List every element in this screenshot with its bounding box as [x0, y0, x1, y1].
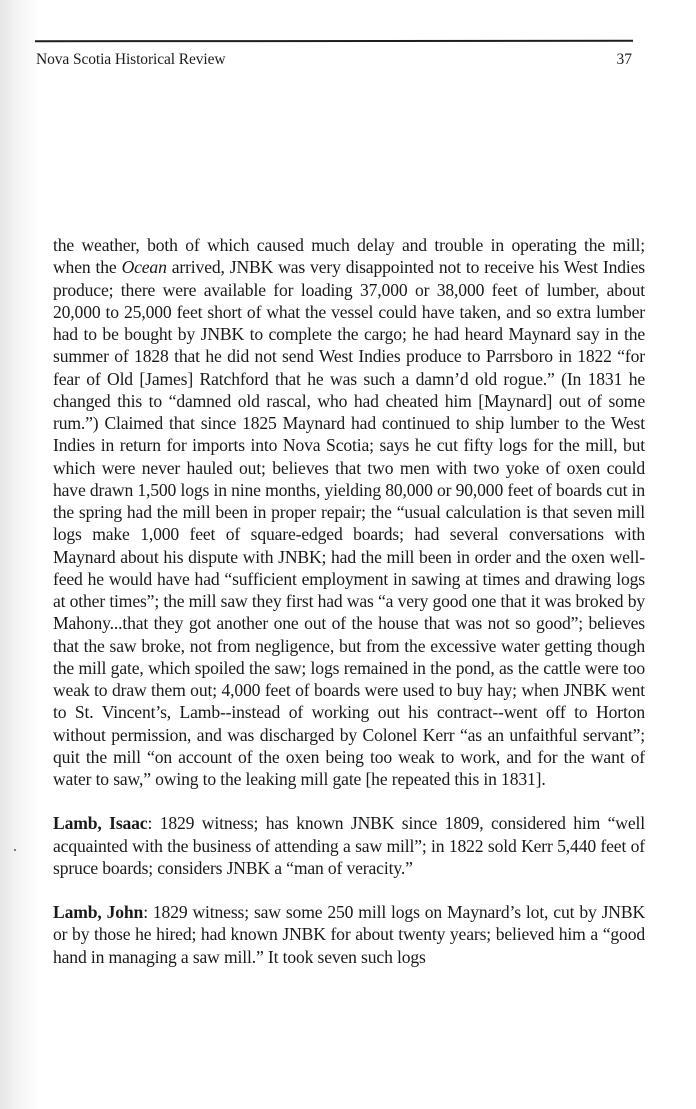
header-rule — [35, 40, 633, 43]
paragraph-text: arrived, JNBK was very disappointed not to receive his West Indies produce; there were available for loading 37,000 or 38,000 feet of lumber, about 20,000 to 25,000 feet short of what the vessel could have taken, and so extra lumber had to be bought by JNBK to complete the cargo; he had heard Maynard say in the summer of 1828 that he did not send West Indies produce to Parrsboro in 1822 “for fear of Old [James] Ratchford that he was such a damn’d old rogue.” (In 1831 he changed this to “damned old rascal, who had cheated him [Maynard] out of some rum.”) Claimed that since 1825 Maynard had continued to ship lumber to the West Indies in return for imports into Nova Scotia; says he cut fifty logs for the mill, but which were never hauled out; believes that two men with two yoke of oxen could have drawn 1,500 logs in nine months, yielding 80,000 or 90,000 feet of boards cut in the spring had the mill been in proper repair; the “usual calculation is that seven mill logs make 1,000 feet of square-edged boards; had several conversations with Maynard about his dispute with JNBK; had the mill been in order and the oxen well-feed he would have had “sufficient employment in sawing at times and drawing logs at other times”; the mill saw they first had was “a very good one that it was broked by Mahony...that they got another one out of the house that was not so good”; believes that the saw broke, not from negligence, but from the excessive water getting though the mill gate, which spoiled the saw; logs remained in the pond, as the cattle were too weak to draw them out; 4,000 feet of boards were used to buy hay; when JNBK went to St. Vincent’s, Lamb--instead of working out his contract--went off to Horton without permission, and was discharged by Colonel Kerr “as an unfaithful servant”; quit the mill “on account of the oxen being too weak to work, and for the want of water to saw,” owing to the leaking mill gate [he repeated this in 1831]. — [53, 257, 645, 789]
entry-name: Lamb, Isaac — [53, 813, 148, 834]
running-head: Nova Scotia Historical Review — [36, 51, 226, 68]
scan-speck — [14, 849, 16, 851]
entry-text: : 1829 witness; saw some 250 mill logs on Maynard’s lot, cut by JNBK or by those he hired; had known JNBK for about twenty years; believed him a “good hand in managing a saw mill.” It took seven such logs — [53, 902, 646, 967]
entry-name: Lamb, John — [53, 902, 144, 922]
page-gutter-shadow — [0, 0, 40, 1109]
ship-name-italic: Ocean — [121, 257, 167, 278]
continued-paragraph — [53, 234, 645, 790]
entry-text: : 1829 witness; has known JNBK since 1809, considered him “well acquainted with the business of attending a saw mill”; in 1822 sold Kerr 5,440 feet of spruce boards; considers JNBK a “man of veracity.” — [53, 813, 645, 878]
entry-lamb-isaac — [53, 812, 645, 879]
body-text — [53, 234, 645, 990]
page-number: 37 — [616, 51, 632, 68]
entry-lamb-john — [53, 901, 645, 968]
paragraph-text: the weather, both of which caused much delay and trouble in operating the mill; when the — [53, 235, 645, 278]
